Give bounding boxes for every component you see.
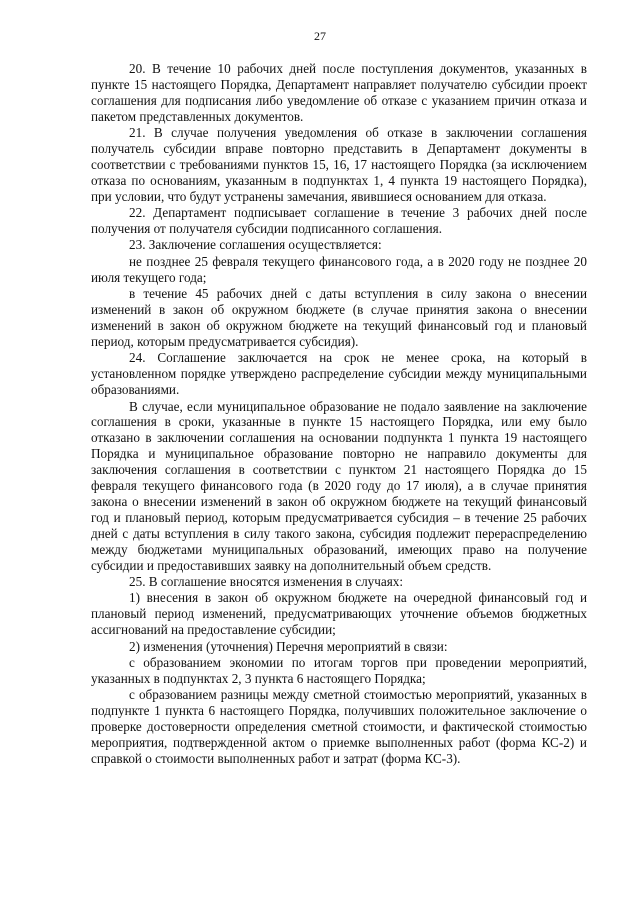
document-body bbox=[91, 61, 587, 767]
paragraph-24-continued: В случае, если муниципальное образование не подало заявление на заключение соглашения в сроки, указанные в пункте 15 настоящего Порядка, или ему было отказано в заключении соглашения на основании подпункта 1 пункта 19 настоящего Порядка и муниципальное образование повторно не направило документы для заключения соглашения в соответствии с пунктом 21 настоящего Порядка до 15 февраля текущего финансового года (в 2020 году до 17 июля), а в случае принятия закона о внесении изменений в закон об окружном бюджете на текущий финансовый год и плановый период, которым предусматривается субсидия – в течение 25 рабочих дней с даты вступления в силу такого закона, субсидия подлежит перераспределению между бюджетами муниципальных образований, имеющих право на получение субсидии и предоставивших заявку на дополнительный объем средств. bbox=[91, 398, 587, 573]
paragraph-25-item-2: 2) изменения (уточнения) Перечня мероприятий в связи: bbox=[129, 638, 448, 654]
paragraph-22: 22. Департамент подписывает соглашение в течение 3 рабочих дней после получения от получателя субсидии подписанного соглашения. bbox=[91, 205, 587, 237]
paragraph-25-item-2-a: с образованием экономии по итогам торгов при проведении мероприятий, указанных в подпунктах 2, 3 пункта 6 настоящего Порядка; bbox=[91, 655, 587, 686]
page-number: 27 bbox=[314, 29, 326, 43]
paragraph-21: 21. В случае получения уведомления об отказе в заключении соглашения получатель субсидии вправе повторно представить в Департамент документы в соответствии с требованиями пунктов 15, 16, 17 настоящего Порядка (за исключением отказа по основаниям, указанным в подпунктах 1, 4 пункта 19 настоящего Порядка), при условии, что будут устранены замечания, явившиеся основанием для отказа. bbox=[91, 125, 587, 204]
paragraph-25-item-1: 1) внесения в закон об окружном бюджете на очередной финансовый год и плановый период изменений, предусматривающих уточнение объемов бюджетных ассигнований на предоставление субсидии; bbox=[91, 590, 587, 638]
paragraph-23-item-1: не позднее 25 февраля текущего финансового года, а в 2020 году не позднее 20 июля текущего года; bbox=[91, 253, 587, 285]
paragraph-24: 24. Соглашение заключается на срок не менее срока, на который в установленном порядке утверждено распределение субсидии между муниципальными образованиями. bbox=[91, 350, 587, 398]
paragraph-23-item-2: в течение 45 рабочих дней с даты вступления в силу закона о внесении изменений в закон об окружном бюджете (в случае принятия закона о внесении изменений в закон об окружном бюджете на текущий финансовый год и плановый период, которым предусматривается субсидия). bbox=[91, 286, 587, 349]
paragraph-25-item-2-b: с образованием разницы между сметной стоимостью мероприятий, указанных в подпункте 1 пункта 6 настоящего Порядка, получивших положительное заключение о проверке достоверности определения сметной стоимости, и фактической стоимостью мероприятия, подтвержденной актом о приемке выполненных работ (форма КС-2) и справкой о стоимости выполненных работ и затрат (форма КС-3). bbox=[91, 687, 587, 766]
paragraph-23: 23. Заключение соглашения осуществляется: bbox=[129, 237, 382, 253]
paragraph-25: 25. В соглашение вносятся изменения в случаях: bbox=[129, 574, 404, 589]
paragraph-20: 20. В течение 10 рабочих дней после поступления документов, указанных в пункте 15 настоящего Порядка, Департамент направляет получателю субсидии проект соглашения для подписания либо уведомление об отказе с указанием причин отказа и пакетом представленных документов. bbox=[91, 61, 587, 124]
